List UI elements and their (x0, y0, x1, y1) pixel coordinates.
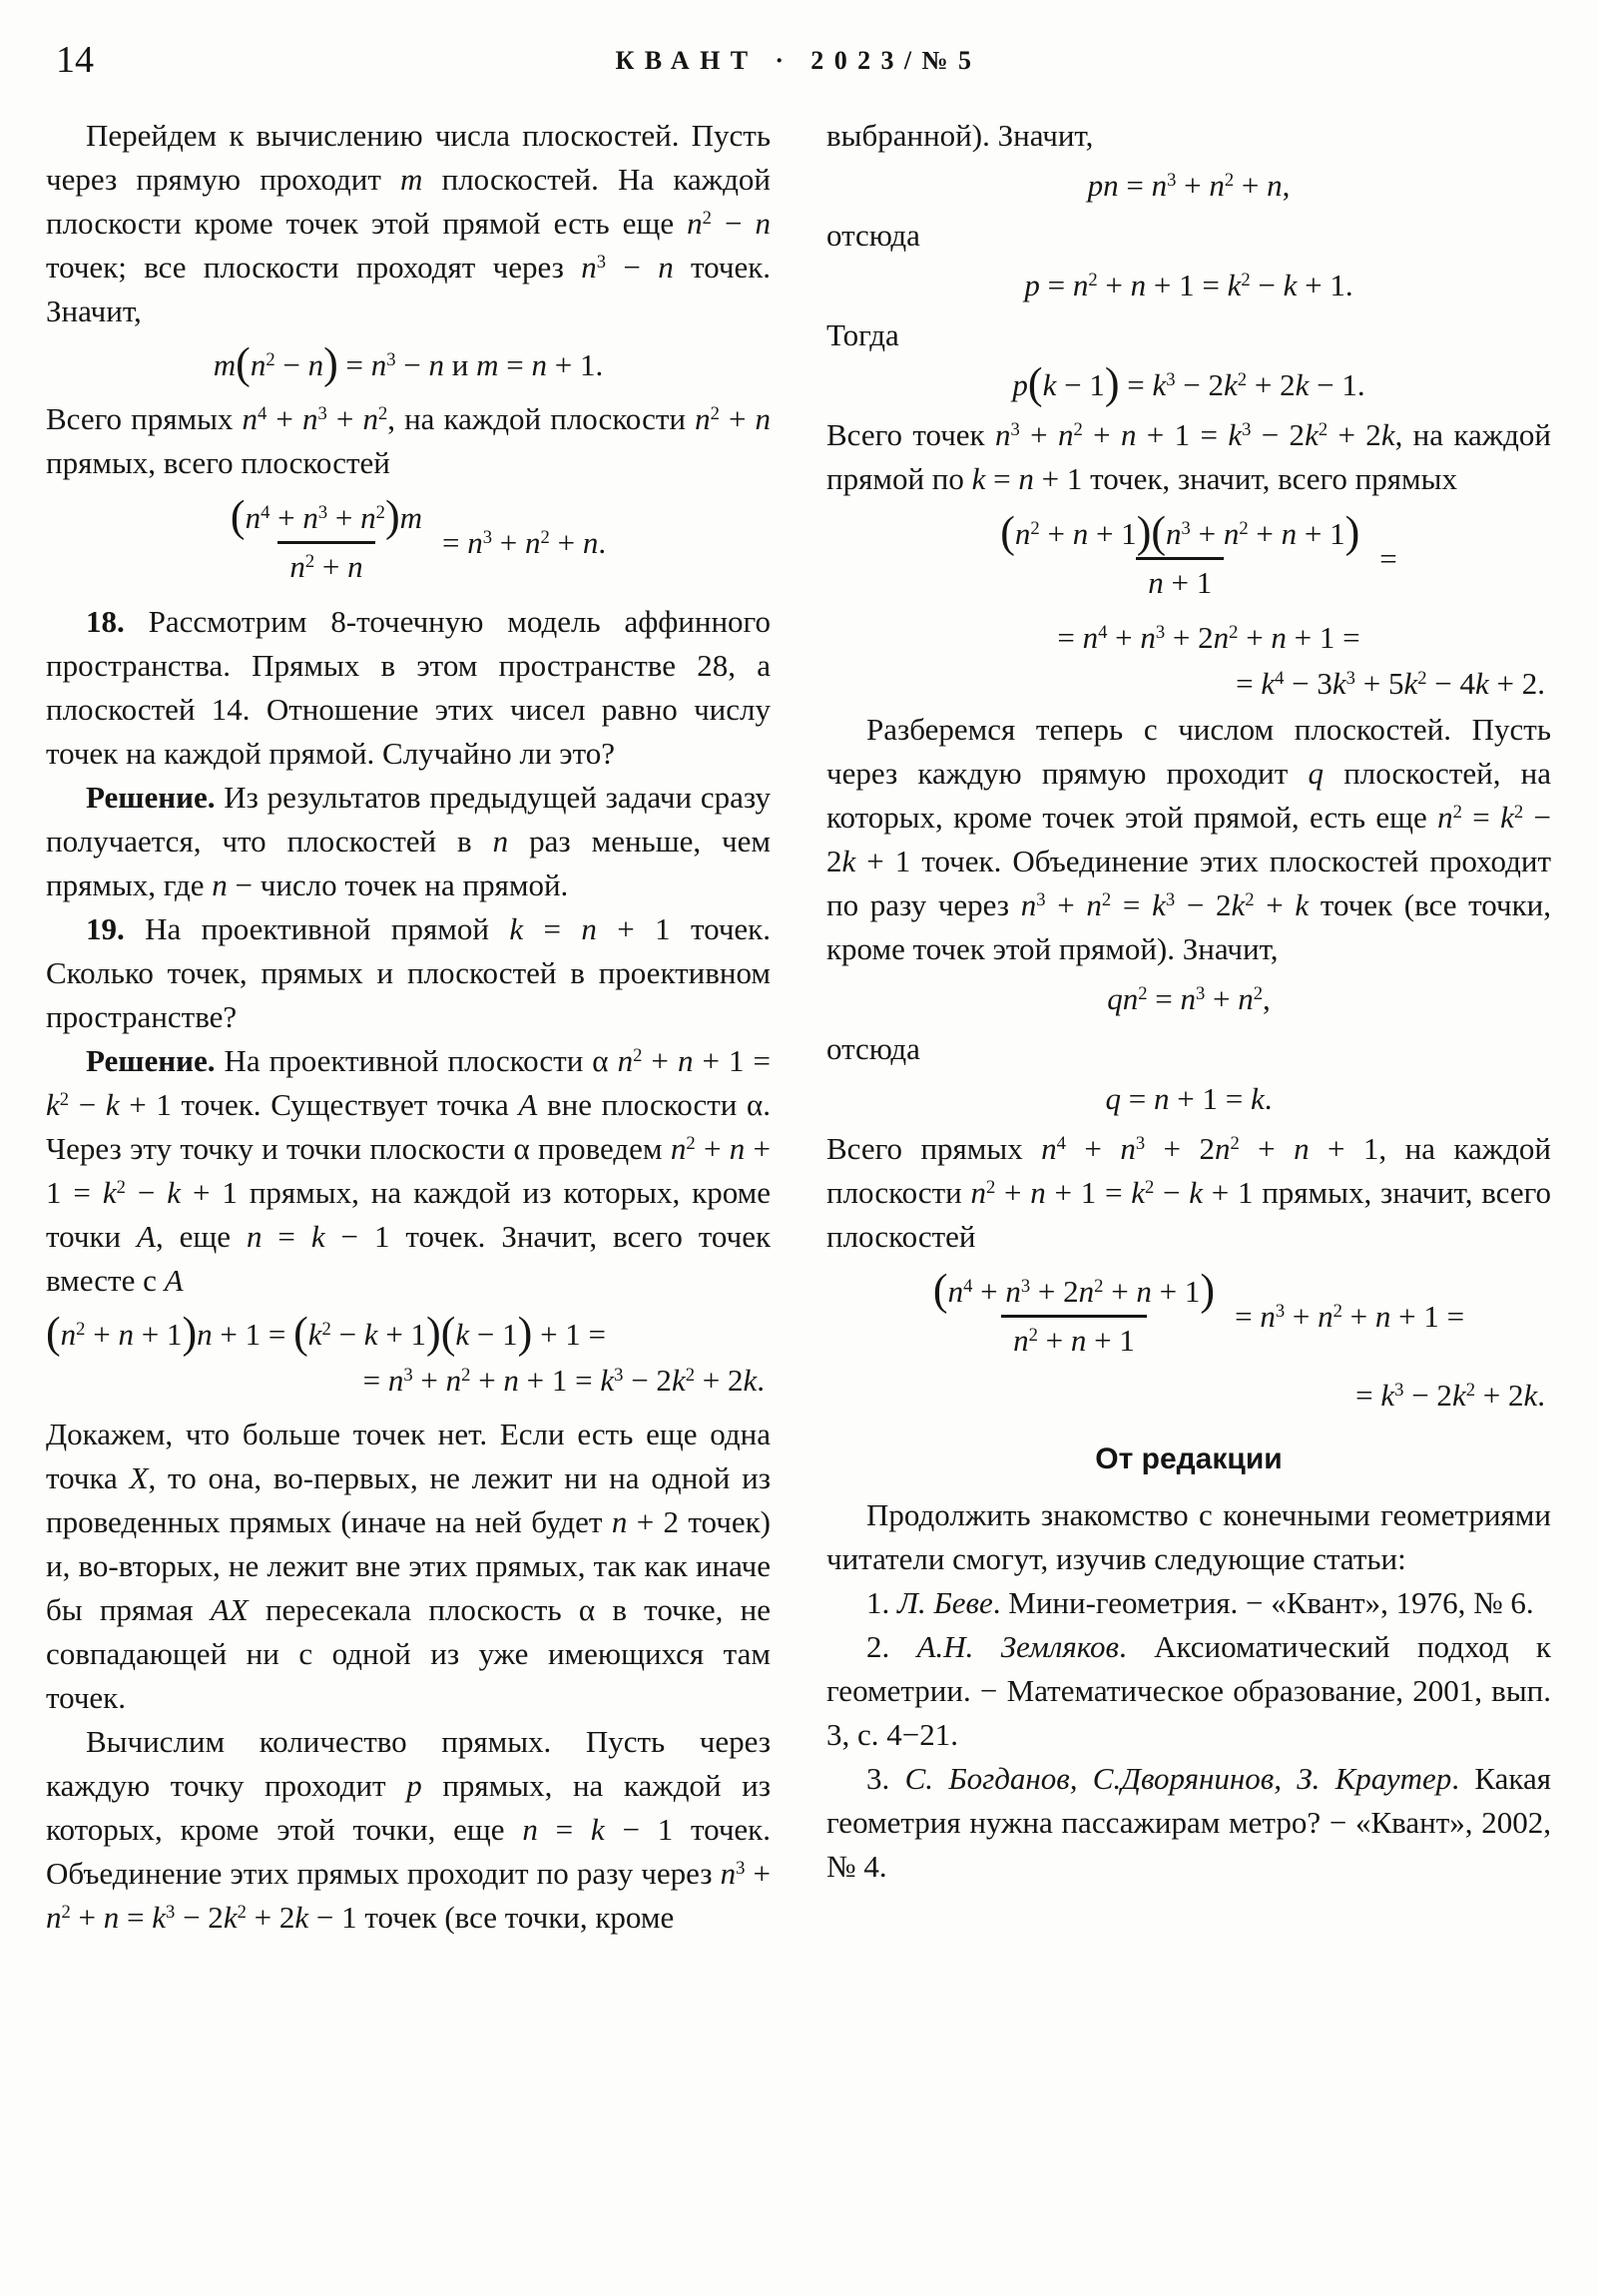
formula-line-2: = $n^3 + n^2 + n + 1 = k^3 - 2k^2 + 2k$. (362, 1363, 765, 1398)
formula-pn (826, 164, 1551, 208)
running-title: КВАНТ · 2023/№5 (615, 46, 982, 75)
formula-p-k-minus-1 (826, 358, 1551, 408)
formula-rhs: = $n^3 + n^2 + n + 1$ = (1235, 1298, 1465, 1334)
formula-line-k4: = $k^4 - 3k^3 + 5k^2 - 4k + 2$. (1236, 666, 1545, 701)
paragraph-otsyuda-1: отсюда (826, 218, 920, 253)
fraction-denominator: $n^2 + n$ (277, 541, 374, 590)
formula-m-planes (46, 338, 771, 388)
fraction (921, 1265, 1227, 1364)
formula-content: pn = $n^3 + n^2 + n$, (1087, 168, 1291, 203)
formula-content: $p(k - 1) = k^3 - 2k^2 + 2k - 1$. (1012, 358, 1365, 408)
paragraph-number-of-planes: Разберемся теперь с числом плоскостей. Пусть через каждую прямую проходит q плоскостей, на которых, кроме точек этой прямой, есть еще $n^2 = k^2 - 2k + 1$ точек. Объединение этих плоскостей проходит по разу через $n^3 + n^2 = k^3 - 2k^2 + k$ точек (все точки, кроме точек этой прямой). Значит, (826, 712, 1552, 966)
paragraph-intro-planes: Перейдем к вычислению числа плоскостей. Пусть через прямую проходит m плоскостей. На каждой плоскости кроме точек этой прямой есть еще $n^2 - n$ точек; все плоскости проходят через $n^3 - n$ точек. Значит, (46, 118, 772, 328)
reference-item: 1. Л. Беве. Мини-геометрия. − «Квант», 1976, № 6. (866, 1585, 1534, 1620)
editorial-intro: Продолжить знакомство с конечными геометриями читатели смогут, изучив следующие статьи: (826, 1497, 1551, 1576)
reference-item: 3. С. Богданов, С.Дворянинов, З. Краутер. Какая геометрия нужна пассажирам метро? − «Квант», 2002, № 4. (826, 1761, 1552, 1884)
formula-content: $qn^2 = n^3 + n^2$, (1107, 981, 1271, 1016)
paragraph-total-lines-planes: Всего прямых $n^4 + n^3 + 2n^2 + n + 1$, на каждой плоскости $n^2 + n + 1 = k^2 - k + 1$ прямых, значит, всего плоскостей (826, 1131, 1552, 1254)
left-column (46, 114, 771, 1940)
fraction (988, 507, 1371, 606)
formula-content: $m(n^2 - n) = n^3 - n$ и m = n + 1. (213, 338, 604, 388)
problem-18-solution: Решение. Из результатов предыдущей задачи сразу получается, что плоскостей в n раз меньше, чем прямых, где n − число точек на прямой. (46, 780, 772, 902)
formula-lines-fraction (826, 507, 1551, 606)
formula-total-points (46, 1308, 771, 1403)
right-column (826, 114, 1551, 1940)
fraction-numerator: $(n^4 + n^3 + 2n^2 + n + 1)$ (932, 1265, 1216, 1315)
problem-19-statement: 19. На проективной прямой k = n + 1 точек. Сколько точек, прямых и плоскостей в проективном пространстве? (46, 911, 771, 1034)
two-column-layout (46, 114, 1551, 1940)
paragraph-otsyuda-2: отсюда (826, 1031, 920, 1066)
formula-content: q = n + 1 = k. (1105, 1081, 1273, 1116)
page-header (46, 30, 1551, 100)
formula-content: $p = n^2 + n + 1 = k^2 - k + 1$. (1024, 268, 1353, 302)
paragraph-count-lines: Вычислим количество прямых. Пусть через каждую точку проходит p прямых, на каждой из которых, кроме этой точки, еще n = k − 1 точек. Объединение этих прямых проходит по разу через $n^3 + n^2 + n = k^3 - 2k^2 + 2k - 1$ точек (все точки, кроме (46, 1724, 771, 1935)
editorial-heading: От редакции (1095, 1442, 1283, 1475)
paragraph-total-lines: Всего прямых $n^4 + n^3 + n^2$, на каждой плоскости $n^2 + n$ прямых, всего плоскостей (46, 401, 772, 480)
formula-q (826, 1077, 1551, 1121)
fraction (219, 491, 434, 590)
fraction-denominator: $n^2 + n + 1$ (1001, 1315, 1147, 1364)
formula-equals: = (1379, 540, 1397, 576)
page-number: 14 (56, 39, 94, 81)
formula-line-n4: = $n^4 + n^3 + 2n^2 + n + 1$ = (1057, 620, 1360, 655)
formula-qn2 (826, 977, 1551, 1021)
formula-planes-fraction-2 (826, 1265, 1551, 1364)
formula-line-1: $(n^2 + n + 1)n + 1 = (k^2 - k + 1)(k - 1) + 1$ = (46, 1308, 607, 1358)
formula-p (826, 264, 1551, 307)
reference-item: 2. А.Н. Земляков. Аксиоматический подход к геометрии. − Математическое образование, 2001, вып. 3, с. 4−21. (826, 1629, 1551, 1752)
fraction-numerator: $(n^2 + n + 1)(n^3 + n^2 + n + 1)$ (1000, 507, 1360, 557)
problem-18-statement: 18. Рассмотрим 8-точечную модель аффинного пространства. Прямых в этом пространстве 28, а плоскостей 14. Отношение этих чисел равно числу точек на каждой прямой. Случайно ли это? (46, 604, 771, 771)
problem-19-solution: Решение. На проективной плоскости α $n^2 + n + 1 = k^2 - k + 1$ точек. Существует точка A вне плоскости α. Через эту точку и точки плоскости α проведем $n^2 + n + 1 = k^2 - k + 1$ прямых, на каждой из которых, кроме точки A, еще n = k − 1 точек. Значит, всего точек вместе с A (46, 1043, 772, 1298)
paragraph-total-points: Всего точек $n^3 + n^2 + n + 1 = k^3 - 2k^2 + 2k$, на каждой прямой по k = n + 1 точек, значит, всего прямых (826, 417, 1552, 496)
formula-rhs: = $n^3 + n^2 + n$. (442, 524, 607, 560)
fraction-denominator: n + 1 (1136, 557, 1224, 606)
paragraph-togda: Тогда (826, 317, 899, 352)
paragraph-chosen-continuation: выбранной). Значит, (826, 118, 1094, 153)
formula-planes-fraction (46, 491, 771, 590)
formula-line-k3: = $k^3 - 2k^2 + 2k$. (1355, 1378, 1545, 1413)
paragraph-proof-no-more-points: Докажем, что больше точек нет. Если есть еще одна точка X, то она, во-первых, не лежит ни на одной из проведенных прямых (иначе на ней будет n + 2 точек) и, во-вторых, не лежит вне этих прямых, так как иначе бы прямая AX пересекала плоскость α в точке, не совпадающей ни с одной из уже имеющихся там точек. (46, 1417, 772, 1715)
fraction-numerator: $(n^4 + n^3 + n^2)m$ (230, 491, 423, 541)
